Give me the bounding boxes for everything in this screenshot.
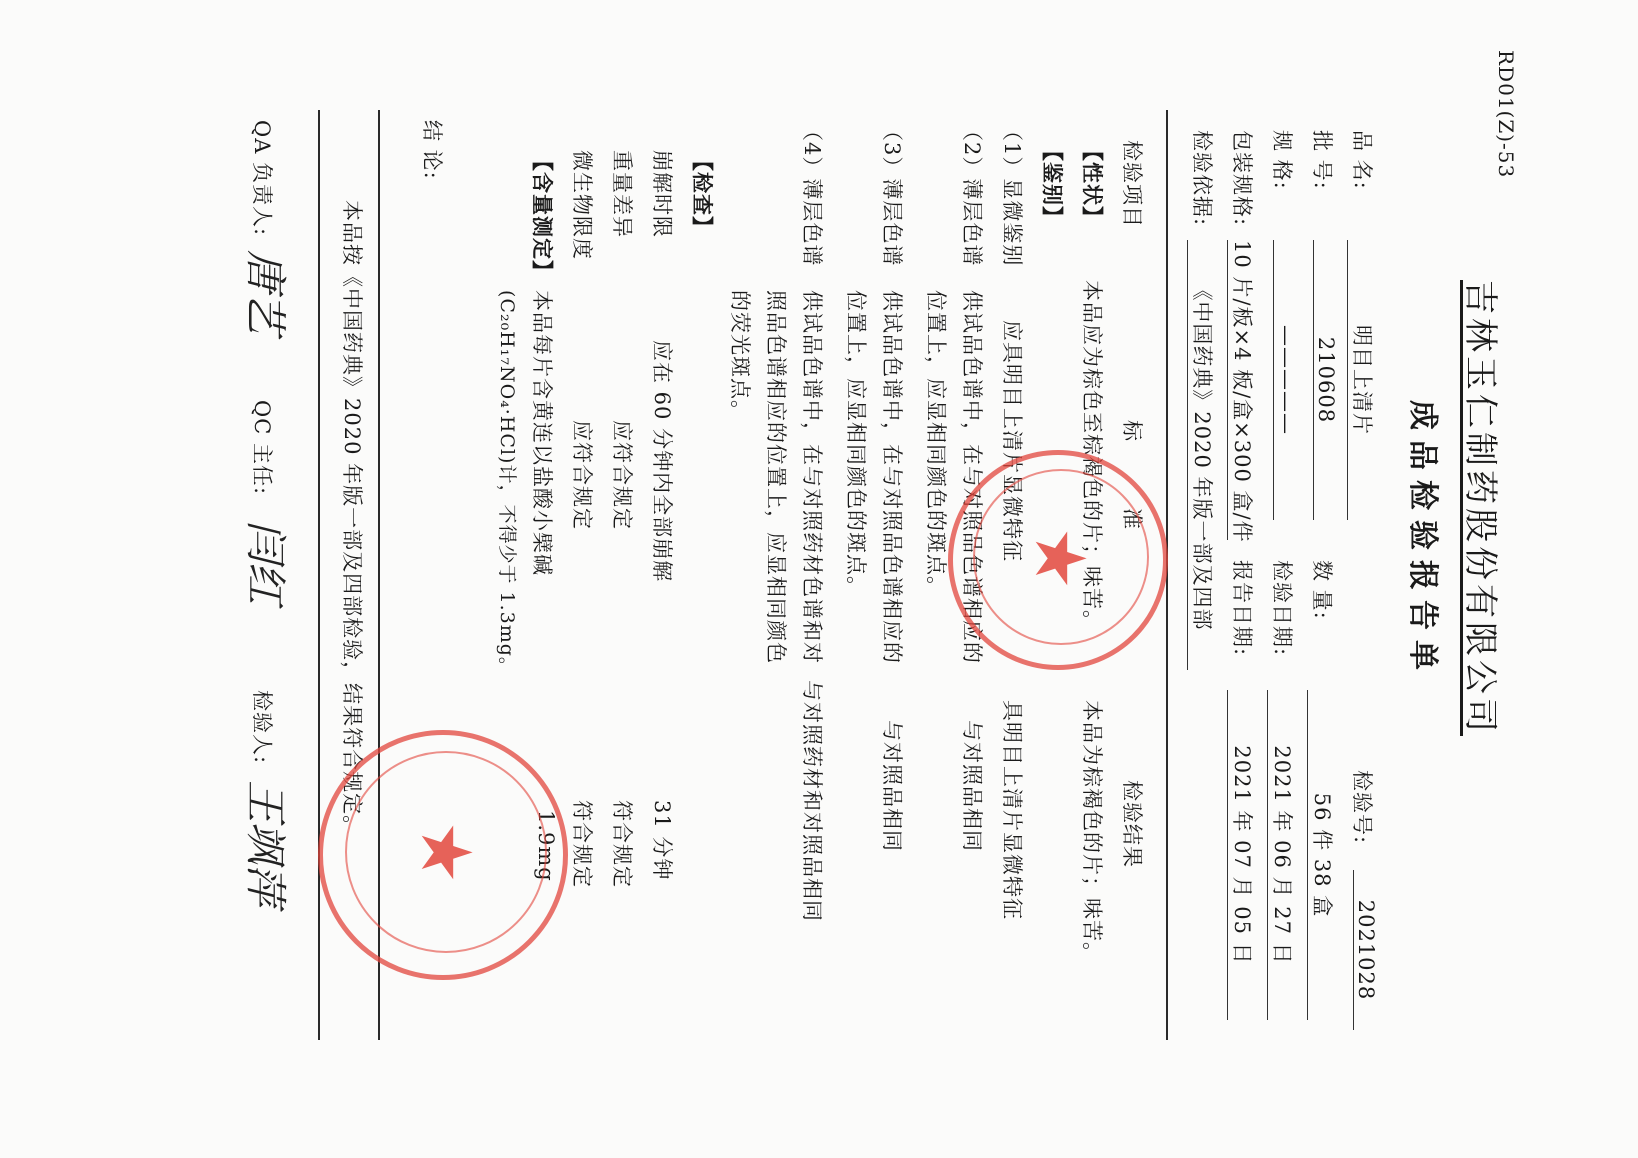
quality-dept-stamp — [948, 450, 1168, 670]
row-item: （2）薄层色谱 — [960, 120, 984, 267]
row-item: （1）显微鉴别 — [1000, 120, 1024, 267]
test-date-value: 2021 年 06 月 27 日 — [1267, 690, 1298, 1020]
row-item: （4）薄层色谱 — [800, 120, 824, 267]
qa-signature: 唐艺 — [241, 250, 290, 335]
conclusion-label: 结 论: — [420, 120, 444, 180]
row-standard: 应具明目上清片显微特征 — [1000, 320, 1024, 562]
batch-value: 210608 — [1313, 240, 1338, 520]
qc-label: QC 主任: — [250, 400, 274, 496]
quantity-label: 数 量: — [1310, 560, 1334, 620]
row-standard: 供试品色谱中，在与对照品色谱相应的 — [880, 290, 904, 664]
test-no-value: 2021028 — [1353, 870, 1378, 1030]
quantity-value: 56 件 38 盒 — [1307, 690, 1338, 1020]
product-value: 明目上清片 — [1347, 240, 1378, 520]
inspector-signature: 王飒萍 — [241, 780, 290, 907]
row-result: 本品为棕褐色的片；味苦。 — [1080, 700, 1104, 964]
spec-label: 规 格: — [1270, 130, 1294, 190]
quality-dept-stamp — [318, 730, 568, 980]
company-name: 吉林玉仁制药股份有限公司 — [1460, 280, 1500, 736]
conclusion-text: 本品按《中国药典》2020 年版一部及四部检验，结果符合规定。 — [340, 200, 364, 838]
row-result: 符合规定 — [570, 800, 594, 888]
row-result: 31 分钟 — [650, 800, 674, 881]
row-standard-cont: 照品色谱相应的位置上，应显相同颜色 — [764, 290, 788, 664]
row-result: 具明目上清片显微特征 — [1000, 700, 1024, 920]
stamp-star-icon: ★ — [405, 821, 487, 884]
package-value: 10 片/板×4 板/盒×300 盒/件 — [1227, 240, 1258, 540]
stamp-star-icon: ★ — [1019, 527, 1101, 590]
row-standard-cont: 位置上，应显相同颜色的斑点。 — [844, 290, 868, 598]
basis-label: 检验依据: — [1190, 130, 1214, 227]
test-date-label: 检验日期: — [1270, 560, 1294, 657]
form-code: RD01(Z)-53 — [1494, 50, 1518, 179]
row-item: 【检查】 — [690, 150, 715, 238]
inspector-label: 检验人: — [250, 690, 274, 765]
row-standard-cont: (C₂₀H₁₇NO₄·HCl)计，不得少于 1.3mg。 — [496, 290, 518, 677]
product-label: 品 名: — [1350, 130, 1374, 190]
row-standard: 应符合规定 — [610, 420, 634, 530]
qa-label: QA 负责人: — [250, 120, 274, 237]
qc-signature: 闫红 — [241, 520, 290, 605]
col-header-item: 检验项目 — [1120, 140, 1144, 228]
package-label: 包装规格: — [1230, 130, 1254, 227]
row-item: 【含量测定】 — [530, 150, 555, 282]
col-header-standard: 标 准 — [1120, 420, 1144, 530]
row-result: 与对照品相同 — [880, 720, 904, 852]
row-item: 重量差异 — [610, 150, 634, 238]
report-title: 成品检验报告单 — [1405, 400, 1440, 680]
row-standard: 本品应为棕色至棕褐色的片；味苦。 — [1080, 280, 1104, 632]
row-item: 微生物限度 — [570, 150, 594, 260]
spec-value: ————— — [1273, 240, 1298, 520]
row-result: 与对照药材和对照品相同 — [800, 680, 824, 922]
report-date-value: 2021 年 07 月 05 日 — [1227, 690, 1258, 1020]
row-standard: 本品每片含黄连以盐酸小檗碱 — [530, 290, 554, 576]
basis-value: 《中国药典》2020 年版一部及四部 — [1187, 240, 1218, 670]
row-item: 【鉴别】 — [1040, 140, 1065, 228]
test-no-label: 检验号: — [1350, 770, 1374, 845]
row-standard: 供试品色谱中，在与对照药材色谱和对 — [800, 290, 824, 664]
batch-label: 批 号: — [1310, 130, 1334, 190]
row-result: 1.9mg — [534, 810, 558, 882]
row-item: 崩解时限 — [650, 150, 674, 238]
row-standard-cont: 的荧光斑点。 — [728, 290, 752, 422]
report-date-label: 报告日期: — [1230, 560, 1254, 657]
row-standard-cont: 位置上，应显相同颜色的斑点。 — [924, 290, 948, 598]
row-item: 【性状】 — [1080, 140, 1105, 228]
row-result: 与对照品相同 — [960, 720, 984, 852]
row-standard: 应符合规定 — [570, 420, 594, 530]
row-standard: 应在 60 分钟内全部崩解 — [650, 340, 674, 583]
col-header-result: 检验结果 — [1120, 780, 1144, 868]
row-item: （3）薄层色谱 — [880, 120, 904, 267]
conclusion-bottom-rule — [318, 110, 320, 1040]
row-result: 符合规定 — [610, 800, 634, 888]
row-standard: 供试品色谱中，在与对照品色谱相应的 — [960, 290, 984, 664]
